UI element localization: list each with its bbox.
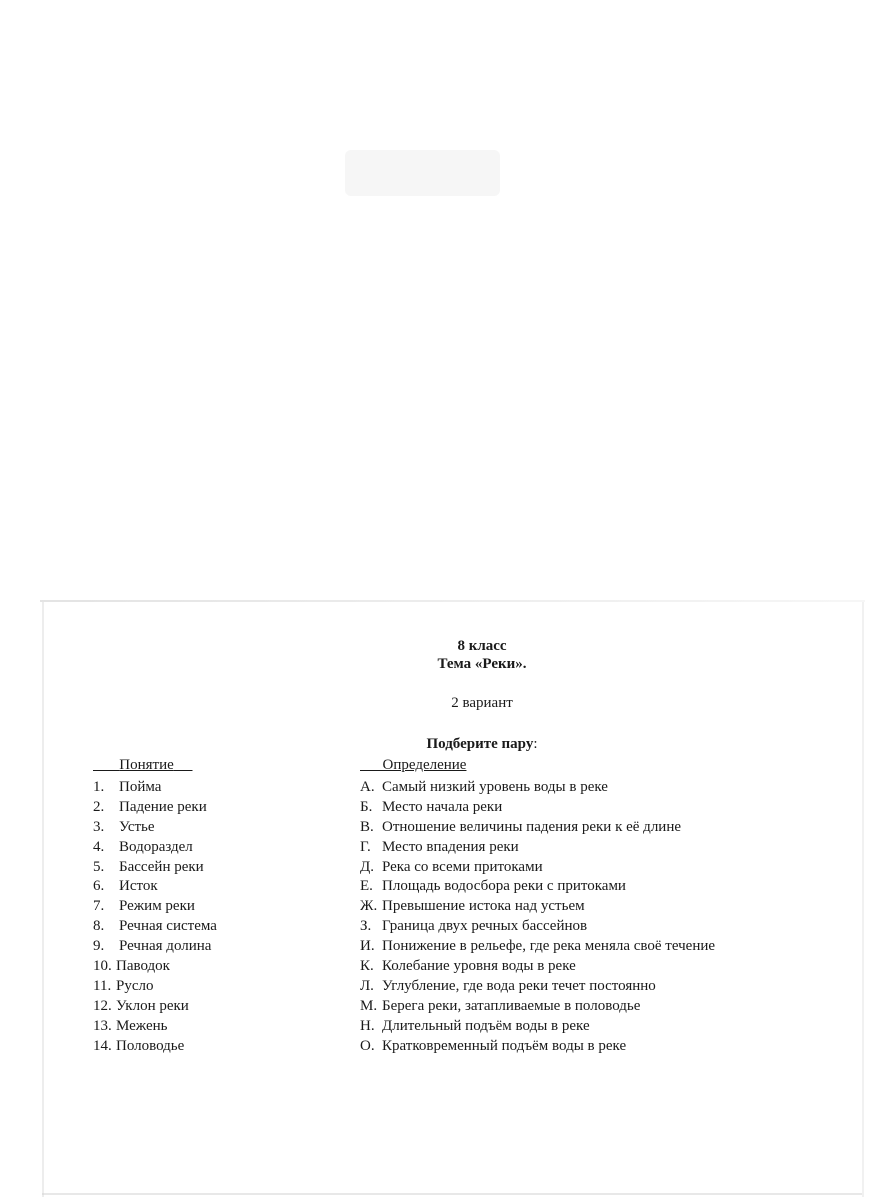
- concept-list: [93, 778, 217, 1056]
- list-item: 7. Режим реки: [93, 898, 195, 915]
- list-item: Г. Место впадения реки: [360, 838, 519, 855]
- list-item: Б. Место начала реки: [360, 798, 503, 815]
- list-item: В. Отношение величины падения реки к её длине: [360, 818, 682, 835]
- variant-label: 2 вариант: [451, 695, 513, 711]
- list-item: 10. Паводок: [93, 958, 170, 975]
- sheet-right-edge: [862, 602, 864, 1197]
- definition-list: [360, 778, 715, 1056]
- list-item: 4. Водораздел: [93, 838, 193, 855]
- list-item: 1. Пойма: [93, 779, 162, 795]
- list-item: 2. Падение реки: [93, 798, 207, 815]
- list-item: 12. Уклон реки: [93, 997, 189, 1014]
- list-item: Е. Площадь водосбора реки с притоками: [360, 878, 626, 895]
- list-item: Л. Углубление, где вода реки течет постоянно: [360, 977, 656, 994]
- sheet-left-edge: [42, 602, 44, 1197]
- list-item: И. Понижение в рельефе, где река меняла своё течение: [360, 938, 716, 955]
- definition-header-label: Определение: [382, 757, 467, 773]
- list-item: К. Колебание уровня воды в реке: [360, 958, 576, 975]
- list-item: 6. Исток: [93, 878, 158, 895]
- definition-column-header: [360, 757, 466, 774]
- instruction-text: Подберите пару: [426, 736, 534, 752]
- sheet-bottom-edge: [42, 1193, 862, 1195]
- list-item: 11. Русло: [93, 977, 154, 994]
- concept-column-header: [93, 757, 193, 774]
- list-item: 5. Бассейн реки: [93, 858, 204, 875]
- list-item: О. Кратковременный подъём воды в реке: [360, 1037, 627, 1054]
- list-item: Ж. Превышение истока над устьем: [360, 898, 585, 915]
- topic-heading: Тема «Реки».: [437, 656, 527, 672]
- list-item: 13. Межень: [93, 1017, 168, 1034]
- concept-header-label: Понятие: [119, 757, 174, 773]
- list-item: 14. Половодье: [93, 1037, 185, 1054]
- list-item: 8. Речная система: [93, 918, 217, 935]
- list-item: Н. Длительный подъём воды в реке: [360, 1017, 590, 1034]
- grade-heading: 8 класс: [457, 638, 507, 654]
- list-item: А. Самый низкий уровень воды в реке: [360, 779, 608, 795]
- scan-smudge: [345, 150, 500, 196]
- list-item: Д. Река со всеми притоками: [360, 858, 543, 875]
- list-item: 9. Речная долина: [93, 938, 212, 955]
- instruction: [0, 736, 871, 753]
- instruction-colon: :: [533, 736, 538, 752]
- list-item: З. Граница двух речных бассейнов: [360, 918, 588, 935]
- list-item: 3. Устье: [93, 818, 155, 835]
- list-item: М. Берега реки, затапливаемые в половодье: [360, 997, 641, 1014]
- sheet-top-edge: [40, 600, 865, 602]
